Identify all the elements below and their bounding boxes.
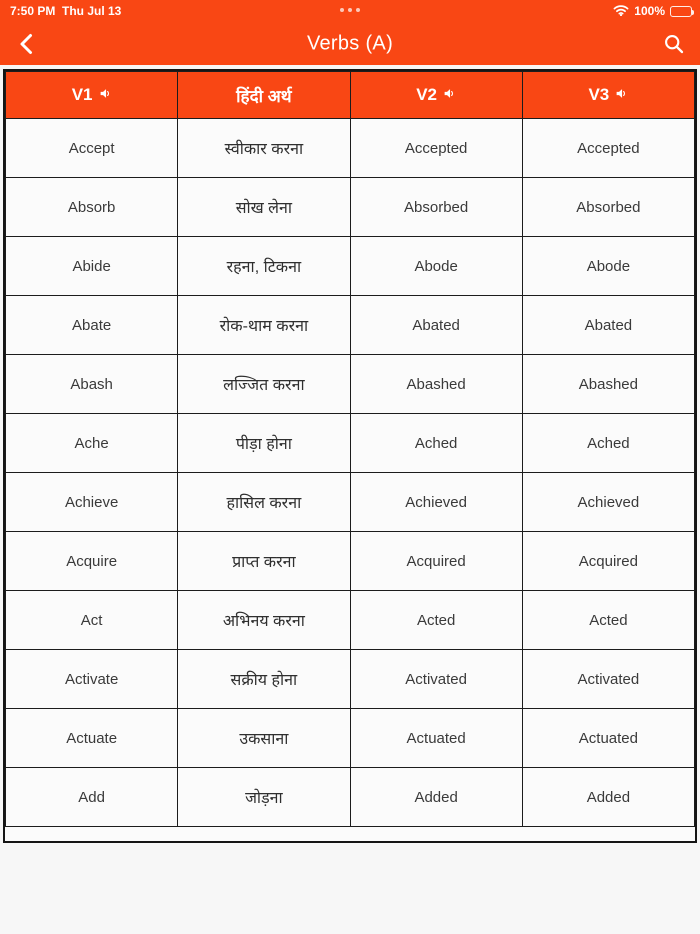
cell-hindi-meaning: उकसाना	[178, 709, 350, 768]
cell-verb-form: Add	[6, 768, 178, 827]
cell-verb-form: Actuated	[350, 709, 522, 768]
cell-verb-form: Actuate	[6, 709, 178, 768]
cell-verb-form: Acquire	[6, 532, 178, 591]
cell-verb-form: Absorbed	[522, 178, 694, 237]
cell-hindi-meaning: अभिनय करना	[178, 591, 350, 650]
cell-verb-form: Abate	[6, 296, 178, 355]
top-bar	[0, 0, 700, 65]
cell-verb-form: Abashed	[522, 355, 694, 414]
cell-verb-form: Achieved	[350, 473, 522, 532]
cell-verb-form: Absorb	[6, 178, 178, 237]
cell-verb-form: Acted	[350, 591, 522, 650]
table-row	[6, 296, 695, 355]
table-row	[6, 473, 695, 532]
cell-verb-form: Activated	[350, 650, 522, 709]
table-row	[6, 178, 695, 237]
verbs-table	[5, 71, 695, 827]
speaker-icon	[99, 85, 112, 105]
cell-verb-form: Abode	[350, 237, 522, 296]
cell-verb-form: Acquired	[522, 532, 694, 591]
cell-hindi-meaning: हासिल करना	[178, 473, 350, 532]
table-row	[6, 532, 695, 591]
table-row	[6, 237, 695, 296]
table-row	[6, 591, 695, 650]
header-v2[interactable]: V2	[350, 72, 522, 119]
cell-hindi-meaning: रोक-थाम करना	[178, 296, 350, 355]
cell-verb-form: Abashed	[350, 355, 522, 414]
cell-verb-form: Abode	[522, 237, 694, 296]
search-button[interactable]	[660, 30, 688, 58]
cell-hindi-meaning: रहना, टिकना	[178, 237, 350, 296]
cell-verb-form: Abash	[6, 355, 178, 414]
header-hindi: हिंदी अर्थ	[178, 72, 350, 119]
table-body	[6, 119, 695, 827]
table-row	[6, 650, 695, 709]
cell-verb-form: Accepted	[350, 119, 522, 178]
status-date: Thu Jul 13	[62, 4, 122, 18]
header-v1[interactable]: V1	[6, 72, 178, 119]
cell-verb-form: Ached	[522, 414, 694, 473]
cell-hindi-meaning: जोड़ना	[178, 768, 350, 827]
cell-verb-form: Accept	[6, 119, 178, 178]
page-title: Verbs (A)	[306, 32, 394, 54]
cell-hindi-meaning: स्वीकार करना	[178, 119, 350, 178]
table-row	[6, 768, 695, 827]
nav-bar	[0, 22, 700, 65]
cell-verb-form: Ached	[350, 414, 522, 473]
cell-verb-form: Achieved	[522, 473, 694, 532]
cell-hindi-meaning: लज्जित करना	[178, 355, 350, 414]
cell-hindi-meaning: सक्रीय होना	[178, 650, 350, 709]
cell-verb-form: Activate	[6, 650, 178, 709]
cell-verb-form: Activated	[522, 650, 694, 709]
cell-verb-form: Absorbed	[350, 178, 522, 237]
table-row	[6, 414, 695, 473]
table-row	[6, 355, 695, 414]
cell-hindi-meaning: सोख लेना	[178, 178, 350, 237]
cell-verb-form: Acted	[522, 591, 694, 650]
cell-verb-form: Actuated	[522, 709, 694, 768]
cell-verb-form: Acquired	[350, 532, 522, 591]
cell-verb-form: Abated	[522, 296, 694, 355]
verbs-table-container	[3, 69, 697, 843]
cell-hindi-meaning: प्राप्त करना	[178, 532, 350, 591]
cell-verb-form: Accepted	[522, 119, 694, 178]
cell-verb-form: Added	[522, 768, 694, 827]
cell-verb-form: Abide	[6, 237, 178, 296]
multitask-dots-icon	[340, 8, 360, 12]
status-bar	[0, 0, 700, 22]
header-v3[interactable]: V3	[522, 72, 694, 119]
status-time: 7:50 PM	[10, 4, 56, 18]
cell-hindi-meaning: पीड़ा होना	[178, 414, 350, 473]
cell-verb-form: Achieve	[6, 473, 178, 532]
table-header-row	[6, 72, 695, 119]
cell-verb-form: Abated	[350, 296, 522, 355]
cell-verb-form: Added	[350, 768, 522, 827]
battery-icon	[670, 6, 692, 17]
speaker-icon	[443, 85, 456, 105]
speaker-icon	[615, 85, 628, 105]
cell-verb-form: Ache	[6, 414, 178, 473]
table-row	[6, 119, 695, 178]
search-icon	[664, 34, 684, 54]
cell-verb-form: Act	[6, 591, 178, 650]
table-row	[6, 709, 695, 768]
wifi-icon	[613, 4, 629, 19]
battery-percent: 100%	[634, 4, 665, 18]
